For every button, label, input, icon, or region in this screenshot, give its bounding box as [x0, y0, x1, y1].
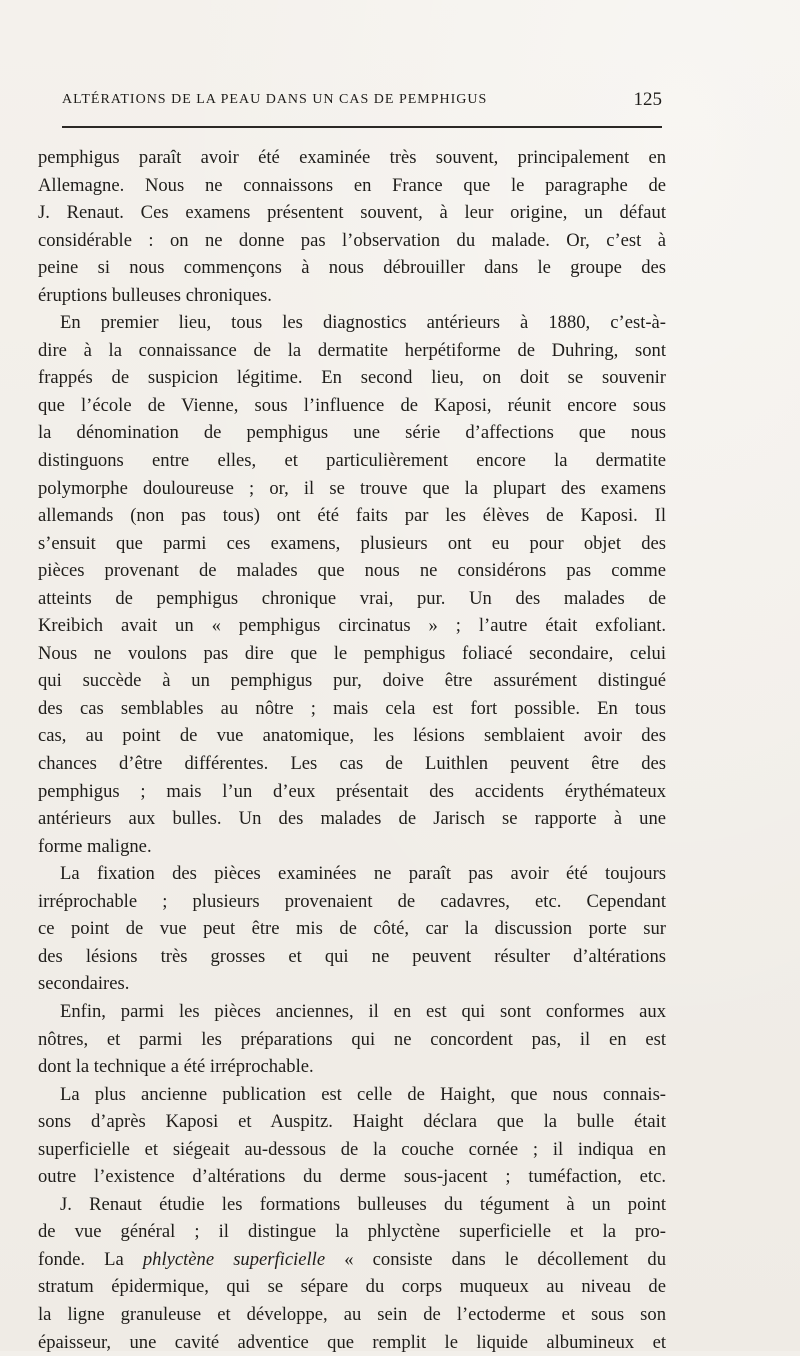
running-title: ALTÉRATIONS DE LA PEAU DANS UN CAS DE PEMPHIGUS — [62, 92, 488, 107]
text-line: pemphigus paraît avoir été examinée très souvent, principalement en — [38, 147, 666, 168]
text-line: sons d’après Kaposi et Auspitz. Haight déclara que la bulle était — [38, 1111, 666, 1133]
page-number: 125 — [633, 89, 662, 110]
text-line: allemands (non pas tous) ont été faits par les élèves de Kaposi. Il — [38, 505, 666, 527]
body-text — [38, 144, 666, 1356]
text-line: qui succède à un pemphigus pur, doive être assurément distingué — [38, 670, 666, 692]
text-line: antérieurs aux bulles. Un des malades de Jarisch se rapporte à une — [38, 808, 666, 830]
text-line: dire à la connaissance de la dermatite herpétiforme de Duhring, sont — [38, 339, 666, 361]
text-line: secondaires. — [38, 973, 130, 995]
text-line: La fixation des pièces examinées ne paraît pas avoir été toujours — [60, 863, 666, 885]
text-line: chances d’être différentes. Les cas de Luithlen peuvent être des — [38, 753, 666, 775]
text-line: s’ensuit que parmi ces examens, plusieurs ont eu pour objet des — [38, 532, 666, 554]
text-line: Nous ne voulons pas dire que le pemphigus foliacé secondaire, celui — [38, 642, 666, 664]
header-rule — [62, 126, 662, 128]
text-line: stratum épidermique, qui se sépare du corps muqueux au niveau de — [38, 1276, 666, 1298]
text-line: épaisseur, une cavité adventice que remplit le liquide albumineux et — [38, 1331, 666, 1353]
italic-term: phlyctène superficielle — [142, 1248, 326, 1270]
text-line: la ligne granuleuse et développe, au sein de l’ectoderme et sous son — [38, 1303, 666, 1325]
text-line: Enfin, parmi les pièces anciennes, il en est qui sont conformes aux — [60, 1000, 666, 1022]
text-line: des lésions très grosses et qui ne peuvent résulter d’altérations — [38, 945, 666, 967]
text-line: irréprochable ; plusieurs provenaient de cadavres, etc. Cependant — [38, 890, 666, 912]
text-line: ce point de vue peut être mis de côté, car la discussion porte sur — [38, 918, 666, 940]
text-line: de vue général ; il distingue la phlyctène superficielle et la pro- — [38, 1221, 666, 1243]
text-line: polymorphe douloureuse ; or, il se trouve que la plupart des examens — [38, 477, 666, 499]
text-line: cas, au point de vue anatomique, les lésions semblaient avoir des — [38, 725, 666, 747]
text-segment: « consiste dans le décollement du — [344, 1248, 666, 1270]
text-line: que l’école de Vienne, sous l’influence de Kaposi, réunit encore sous — [38, 394, 666, 416]
text-line: distinguons entre elles, et particulièrement encore la dermatite — [38, 450, 666, 472]
text-line: forme maligne. — [38, 835, 152, 857]
text-line: dont la technique a été irréprochable. — [38, 1056, 314, 1078]
text-line: peine si nous commençons à nous débrouiller dans le groupe des — [38, 257, 666, 279]
text-line-mixed — [38, 1246, 666, 1274]
text-line: nôtres, et parmi les préparations qui ne concordent pas, il en est — [38, 1028, 666, 1050]
text-line: la dénomination de pemphigus une série d’affections que nous — [38, 422, 666, 444]
text-line: Kreibich avait un « pemphigus circinatus » ; l’autre était exfoliant. — [38, 615, 666, 637]
text-segment: fonde. La — [38, 1248, 124, 1270]
text-line: Allemagne. Nous ne connaissons en France que le paragraphe de — [38, 174, 666, 196]
text-line: La plus ancienne publication est celle de Haight, que nous connais- — [60, 1083, 666, 1105]
text-line: J. Renaut. Ces examens présentent souvent, à leur origine, un défaut — [38, 202, 666, 224]
text-line: pemphigus ; mais l’un d’eux présentait des accidents érythémateux — [38, 780, 666, 802]
text-line: pièces provenant de malades que nous ne considérons pas comme — [38, 560, 666, 582]
text-line: En premier lieu, tous les diagnostics antérieurs à 1880, c’est-à- — [60, 312, 666, 334]
text-line: outre l’existence d’altérations du derme sous-jacent ; tuméfaction, etc. — [38, 1166, 666, 1188]
text-line: atteints de pemphigus chronique vrai, pur. Un des malades de — [38, 587, 666, 609]
text-line: considérable : on ne donne pas l’observation du malade. Or, c’est à — [38, 229, 666, 251]
running-header — [62, 88, 662, 112]
text-line: éruptions bulleuses chroniques. — [38, 284, 272, 306]
text-line: des cas semblables au nôtre ; mais cela est fort possible. En tous — [38, 697, 666, 719]
text-line: frappés de suspicion légitime. En second lieu, on doit se souvenir — [38, 367, 666, 389]
text-line: superficielle et siégeait au-dessous de la couche cornée ; il indiqua en — [38, 1138, 666, 1160]
text-line: J. Renaut étudie les formations bulleuses du tégument à un point — [60, 1193, 666, 1215]
